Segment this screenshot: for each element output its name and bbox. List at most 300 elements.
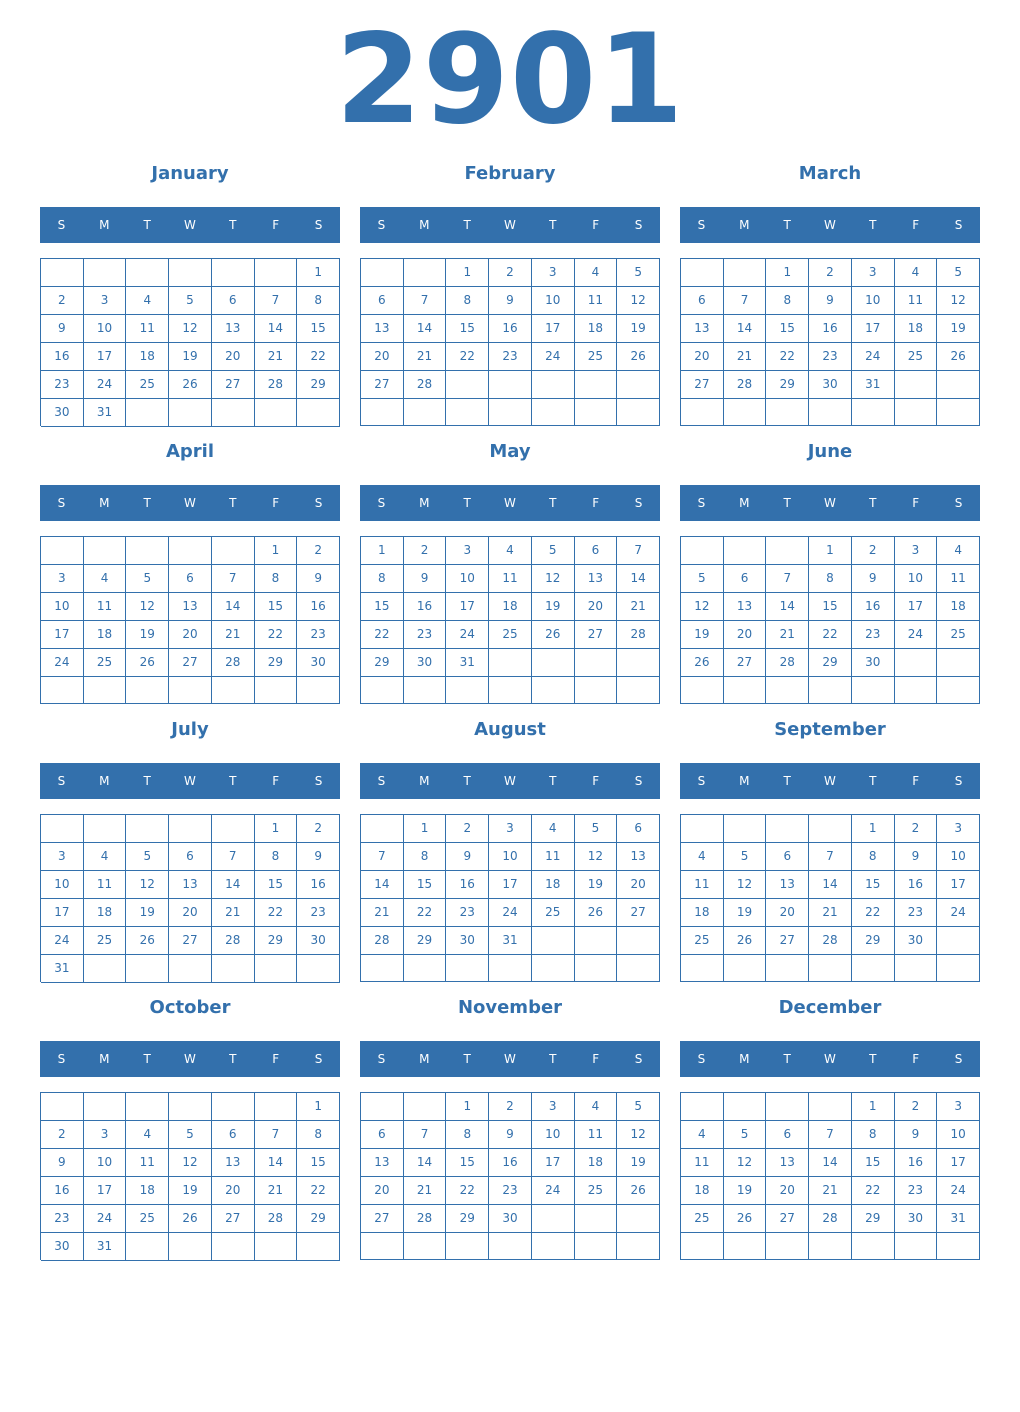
empty-day-cell	[212, 259, 255, 287]
day-cell: 21	[212, 621, 255, 649]
day-cell: 1	[404, 815, 447, 843]
day-cell: 11	[489, 565, 532, 593]
empty-day-cell	[361, 399, 404, 426]
day-cell: 3	[446, 537, 489, 565]
empty-day-cell	[169, 955, 212, 983]
day-cell: 13	[681, 315, 724, 343]
empty-day-cell	[766, 537, 809, 565]
empty-day-cell	[84, 677, 127, 704]
weekday-label: F	[272, 496, 280, 510]
day-cell: 22	[852, 1177, 895, 1205]
day-cell: 24	[84, 1205, 127, 1233]
weekday-label: T	[229, 1052, 237, 1066]
day-cell: 29	[297, 1205, 340, 1233]
weekday-label: W	[184, 774, 196, 788]
day-grid	[40, 536, 340, 704]
day-cell: 7	[404, 287, 447, 315]
empty-day-cell	[404, 1093, 447, 1121]
empty-day-cell	[895, 371, 938, 399]
day-grid	[40, 1092, 340, 1260]
weekday-label: T	[783, 218, 791, 232]
day-cell: 12	[126, 593, 169, 621]
month-december	[680, 988, 980, 1266]
empty-day-cell	[126, 399, 169, 427]
day-cell: 12	[532, 565, 575, 593]
day-cell: 30	[489, 1205, 532, 1233]
weekday-label: T	[869, 774, 877, 788]
day-cell: 6	[212, 1121, 255, 1149]
day-cell: 4	[937, 537, 980, 565]
weekday-label: F	[272, 774, 280, 788]
day-cell: 12	[724, 1149, 767, 1177]
day-cell: 11	[84, 593, 127, 621]
month-august	[360, 710, 660, 988]
day-cell: 16	[489, 315, 532, 343]
day-cell: 15	[852, 1149, 895, 1177]
weekday-label: T	[143, 1052, 151, 1066]
weekday-label: W	[824, 496, 836, 510]
empty-day-cell	[361, 815, 404, 843]
day-grid	[360, 1092, 660, 1260]
weekday-label: W	[184, 1052, 196, 1066]
day-cell: 5	[575, 815, 618, 843]
day-cell: 4	[895, 259, 938, 287]
day-cell: 11	[681, 1149, 724, 1177]
empty-day-cell	[937, 399, 980, 426]
empty-day-cell	[212, 399, 255, 427]
day-cell: 25	[84, 927, 127, 955]
weekday-label: F	[592, 774, 600, 788]
day-cell: 5	[724, 843, 767, 871]
weekday-header	[40, 207, 340, 243]
day-cell: 18	[575, 1149, 618, 1177]
day-cell: 10	[41, 593, 84, 621]
weekday-header	[680, 763, 980, 799]
day-cell: 11	[681, 871, 724, 899]
empty-day-cell	[809, 955, 852, 982]
day-cell: 1	[852, 1093, 895, 1121]
day-cell: 24	[532, 1177, 575, 1205]
day-cell: 22	[766, 343, 809, 371]
weekday-label: W	[504, 496, 516, 510]
empty-day-cell	[361, 259, 404, 287]
day-cell: 2	[446, 815, 489, 843]
weekday-label: T	[869, 496, 877, 510]
empty-day-cell	[724, 537, 767, 565]
day-cell: 27	[617, 899, 660, 927]
day-cell: 3	[852, 259, 895, 287]
day-cell: 8	[404, 843, 447, 871]
day-cell: 5	[126, 565, 169, 593]
empty-day-cell	[895, 399, 938, 426]
empty-day-cell	[489, 399, 532, 426]
day-cell: 1	[852, 815, 895, 843]
weekday-label: T	[869, 218, 877, 232]
empty-day-cell	[724, 1233, 767, 1260]
weekday-label: M	[419, 774, 430, 788]
day-cell: 21	[809, 1177, 852, 1205]
day-cell: 9	[489, 287, 532, 315]
empty-day-cell	[575, 677, 618, 704]
day-cell: 22	[255, 621, 298, 649]
weekday-label: S	[377, 774, 386, 788]
weekday-header	[360, 207, 660, 243]
day-cell: 28	[404, 371, 447, 399]
day-cell: 26	[169, 371, 212, 399]
empty-day-cell	[852, 399, 895, 426]
weekday-label: W	[504, 774, 516, 788]
day-cell: 8	[809, 565, 852, 593]
day-cell: 19	[617, 315, 660, 343]
day-cell: 4	[575, 259, 618, 287]
month-name: January	[151, 163, 229, 184]
day-cell: 12	[617, 287, 660, 315]
day-cell: 23	[852, 621, 895, 649]
day-cell: 13	[169, 871, 212, 899]
day-cell: 29	[255, 927, 298, 955]
day-cell: 12	[169, 1149, 212, 1177]
day-cell: 29	[297, 371, 340, 399]
day-cell: 19	[532, 593, 575, 621]
day-cell: 30	[41, 399, 84, 427]
day-cell: 21	[617, 593, 660, 621]
day-cell: 4	[126, 287, 169, 315]
day-cell: 4	[84, 565, 127, 593]
empty-day-cell	[681, 955, 724, 982]
day-cell: 19	[126, 899, 169, 927]
day-cell: 23	[297, 621, 340, 649]
empty-day-cell	[617, 371, 660, 399]
day-cell: 9	[852, 565, 895, 593]
empty-day-cell	[895, 649, 938, 677]
day-cell: 16	[297, 593, 340, 621]
day-cell: 12	[126, 871, 169, 899]
day-cell: 1	[446, 259, 489, 287]
day-cell: 30	[895, 927, 938, 955]
day-cell: 6	[361, 287, 404, 315]
day-cell: 19	[937, 315, 980, 343]
day-cell: 2	[809, 259, 852, 287]
empty-day-cell	[617, 1205, 660, 1233]
weekday-label: M	[99, 496, 110, 510]
empty-day-cell	[404, 259, 447, 287]
empty-day-cell	[532, 371, 575, 399]
day-cell: 20	[169, 621, 212, 649]
empty-day-cell	[126, 955, 169, 983]
day-cell: 8	[255, 565, 298, 593]
empty-day-cell	[212, 1233, 255, 1261]
weekday-label: S	[314, 1052, 323, 1066]
empty-day-cell	[532, 677, 575, 704]
day-cell: 7	[617, 537, 660, 565]
day-cell: 8	[852, 1121, 895, 1149]
day-cell: 21	[724, 343, 767, 371]
day-cell: 26	[169, 1205, 212, 1233]
day-cell: 12	[681, 593, 724, 621]
day-cell: 30	[297, 649, 340, 677]
day-cell: 15	[255, 593, 298, 621]
day-grid	[40, 258, 340, 426]
day-cell: 19	[169, 1177, 212, 1205]
empty-day-cell	[617, 649, 660, 677]
month-april	[40, 432, 340, 710]
weekday-label: W	[184, 218, 196, 232]
day-grid	[680, 258, 980, 426]
day-cell: 14	[809, 871, 852, 899]
day-cell: 13	[212, 315, 255, 343]
day-cell: 17	[84, 1177, 127, 1205]
empty-day-cell	[169, 259, 212, 287]
weekday-label: T	[549, 774, 557, 788]
month-name: June	[807, 441, 853, 462]
day-cell: 3	[84, 1121, 127, 1149]
month-november	[360, 988, 660, 1266]
day-cell: 29	[255, 649, 298, 677]
day-cell: 12	[724, 871, 767, 899]
day-cell: 30	[297, 927, 340, 955]
weekday-label: F	[272, 1052, 280, 1066]
day-cell: 2	[895, 815, 938, 843]
day-cell: 24	[852, 343, 895, 371]
day-cell: 23	[489, 1177, 532, 1205]
empty-day-cell	[255, 1093, 298, 1121]
empty-day-cell	[681, 677, 724, 704]
day-cell: 12	[617, 1121, 660, 1149]
weekday-label: S	[954, 218, 963, 232]
weekday-label: M	[739, 496, 750, 510]
day-cell: 4	[681, 1121, 724, 1149]
empty-day-cell	[852, 1233, 895, 1260]
day-cell: 16	[895, 1149, 938, 1177]
day-cell: 20	[575, 593, 618, 621]
day-cell: 14	[212, 593, 255, 621]
empty-day-cell	[169, 1093, 212, 1121]
month-name: April	[165, 441, 215, 462]
day-cell: 29	[446, 1205, 489, 1233]
empty-day-cell	[852, 955, 895, 982]
day-cell: 19	[724, 899, 767, 927]
day-cell: 14	[617, 565, 660, 593]
day-cell: 6	[617, 815, 660, 843]
empty-day-cell	[404, 677, 447, 704]
day-cell: 21	[404, 1177, 447, 1205]
day-cell: 26	[937, 343, 980, 371]
day-cell: 20	[361, 343, 404, 371]
empty-day-cell	[532, 399, 575, 426]
empty-day-cell	[766, 1233, 809, 1260]
day-cell: 23	[895, 899, 938, 927]
day-cell: 16	[41, 343, 84, 371]
day-cell: 17	[446, 593, 489, 621]
day-cell: 25	[84, 649, 127, 677]
day-cell: 7	[724, 287, 767, 315]
empty-day-cell	[937, 677, 980, 704]
empty-day-cell	[617, 1233, 660, 1260]
day-cell: 28	[404, 1205, 447, 1233]
day-cell: 22	[809, 621, 852, 649]
day-cell: 20	[766, 1177, 809, 1205]
day-cell: 26	[617, 343, 660, 371]
empty-day-cell	[575, 649, 618, 677]
day-cell: 27	[169, 927, 212, 955]
empty-day-cell	[724, 399, 767, 426]
day-cell: 28	[809, 1205, 852, 1233]
empty-day-cell	[297, 399, 340, 427]
day-cell: 25	[489, 621, 532, 649]
month-name: March	[798, 163, 862, 184]
day-cell: 9	[297, 565, 340, 593]
empty-day-cell	[255, 259, 298, 287]
day-cell: 22	[361, 621, 404, 649]
weekday-label: T	[783, 774, 791, 788]
day-cell: 13	[212, 1149, 255, 1177]
day-cell: 21	[766, 621, 809, 649]
day-cell: 26	[724, 927, 767, 955]
day-cell: 25	[895, 343, 938, 371]
weekday-label: S	[57, 1052, 66, 1066]
weekday-label: T	[463, 496, 471, 510]
month-name: November	[457, 997, 563, 1018]
empty-day-cell	[84, 537, 127, 565]
day-cell: 13	[169, 593, 212, 621]
day-cell: 29	[404, 927, 447, 955]
day-cell: 10	[895, 565, 938, 593]
weekday-label: T	[549, 496, 557, 510]
day-grid	[360, 536, 660, 704]
day-grid	[680, 536, 980, 704]
day-cell: 12	[937, 287, 980, 315]
empty-day-cell	[489, 1233, 532, 1260]
day-cell: 15	[404, 871, 447, 899]
empty-day-cell	[681, 815, 724, 843]
day-cell: 5	[724, 1121, 767, 1149]
weekday-label: T	[143, 218, 151, 232]
weekday-label: F	[912, 1052, 920, 1066]
empty-day-cell	[361, 1093, 404, 1121]
day-cell: 14	[255, 315, 298, 343]
weekday-label: T	[229, 218, 237, 232]
day-cell: 20	[681, 343, 724, 371]
weekday-label: M	[99, 218, 110, 232]
day-cell: 6	[169, 565, 212, 593]
day-cell: 3	[489, 815, 532, 843]
day-cell: 3	[895, 537, 938, 565]
day-cell: 15	[297, 1149, 340, 1177]
weekday-label: F	[912, 218, 920, 232]
empty-day-cell	[681, 259, 724, 287]
day-cell: 24	[84, 371, 127, 399]
empty-day-cell	[489, 955, 532, 982]
day-cell: 10	[937, 1121, 980, 1149]
weekday-label: F	[272, 218, 280, 232]
weekday-label: M	[99, 774, 110, 788]
day-cell: 28	[212, 649, 255, 677]
day-cell: 4	[126, 1121, 169, 1149]
day-cell: 14	[255, 1149, 298, 1177]
day-cell: 29	[361, 649, 404, 677]
day-cell: 6	[212, 287, 255, 315]
day-cell: 23	[41, 371, 84, 399]
day-cell: 4	[532, 815, 575, 843]
day-cell: 23	[895, 1177, 938, 1205]
day-cell: 11	[84, 871, 127, 899]
day-cell: 29	[852, 1205, 895, 1233]
day-cell: 31	[84, 1233, 127, 1261]
day-cell: 21	[404, 343, 447, 371]
empty-day-cell	[724, 677, 767, 704]
day-cell: 16	[895, 871, 938, 899]
day-cell: 15	[766, 315, 809, 343]
day-cell: 28	[809, 927, 852, 955]
day-cell: 30	[852, 649, 895, 677]
day-cell: 28	[255, 371, 298, 399]
day-cell: 1	[297, 259, 340, 287]
day-cell: 20	[724, 621, 767, 649]
month-january	[40, 154, 340, 432]
empty-day-cell	[681, 537, 724, 565]
empty-day-cell	[937, 927, 980, 955]
day-cell: 11	[575, 287, 618, 315]
empty-day-cell	[937, 649, 980, 677]
weekday-header	[360, 485, 660, 521]
day-cell: 1	[809, 537, 852, 565]
empty-day-cell	[489, 677, 532, 704]
empty-day-cell	[41, 259, 84, 287]
weekday-label: S	[314, 496, 323, 510]
day-grid	[680, 814, 980, 982]
empty-day-cell	[169, 815, 212, 843]
day-cell: 13	[766, 1149, 809, 1177]
day-cell: 14	[361, 871, 404, 899]
month-february	[360, 154, 660, 432]
weekday-label: S	[697, 774, 706, 788]
empty-day-cell	[169, 677, 212, 704]
empty-day-cell	[41, 537, 84, 565]
empty-day-cell	[84, 259, 127, 287]
day-cell: 10	[446, 565, 489, 593]
day-cell: 25	[681, 927, 724, 955]
day-cell: 21	[361, 899, 404, 927]
empty-day-cell	[532, 1233, 575, 1260]
empty-day-cell	[724, 955, 767, 982]
empty-day-cell	[937, 955, 980, 982]
month-may	[360, 432, 660, 710]
empty-day-cell	[809, 677, 852, 704]
day-cell: 5	[169, 1121, 212, 1149]
day-cell: 3	[937, 815, 980, 843]
day-cell: 27	[212, 371, 255, 399]
day-cell: 12	[575, 843, 618, 871]
day-cell: 25	[575, 1177, 618, 1205]
day-cell: 24	[532, 343, 575, 371]
day-cell: 11	[937, 565, 980, 593]
empty-day-cell	[297, 955, 340, 983]
day-cell: 1	[361, 537, 404, 565]
day-cell: 28	[212, 927, 255, 955]
weekday-label: S	[954, 774, 963, 788]
empty-day-cell	[575, 955, 618, 982]
weekday-header	[680, 485, 980, 521]
empty-day-cell	[895, 1233, 938, 1260]
day-cell: 27	[361, 1205, 404, 1233]
day-cell: 27	[575, 621, 618, 649]
day-cell: 31	[937, 1205, 980, 1233]
day-cell: 30	[404, 649, 447, 677]
empty-day-cell	[724, 259, 767, 287]
day-cell: 9	[446, 843, 489, 871]
day-cell: 29	[852, 927, 895, 955]
day-cell: 23	[404, 621, 447, 649]
